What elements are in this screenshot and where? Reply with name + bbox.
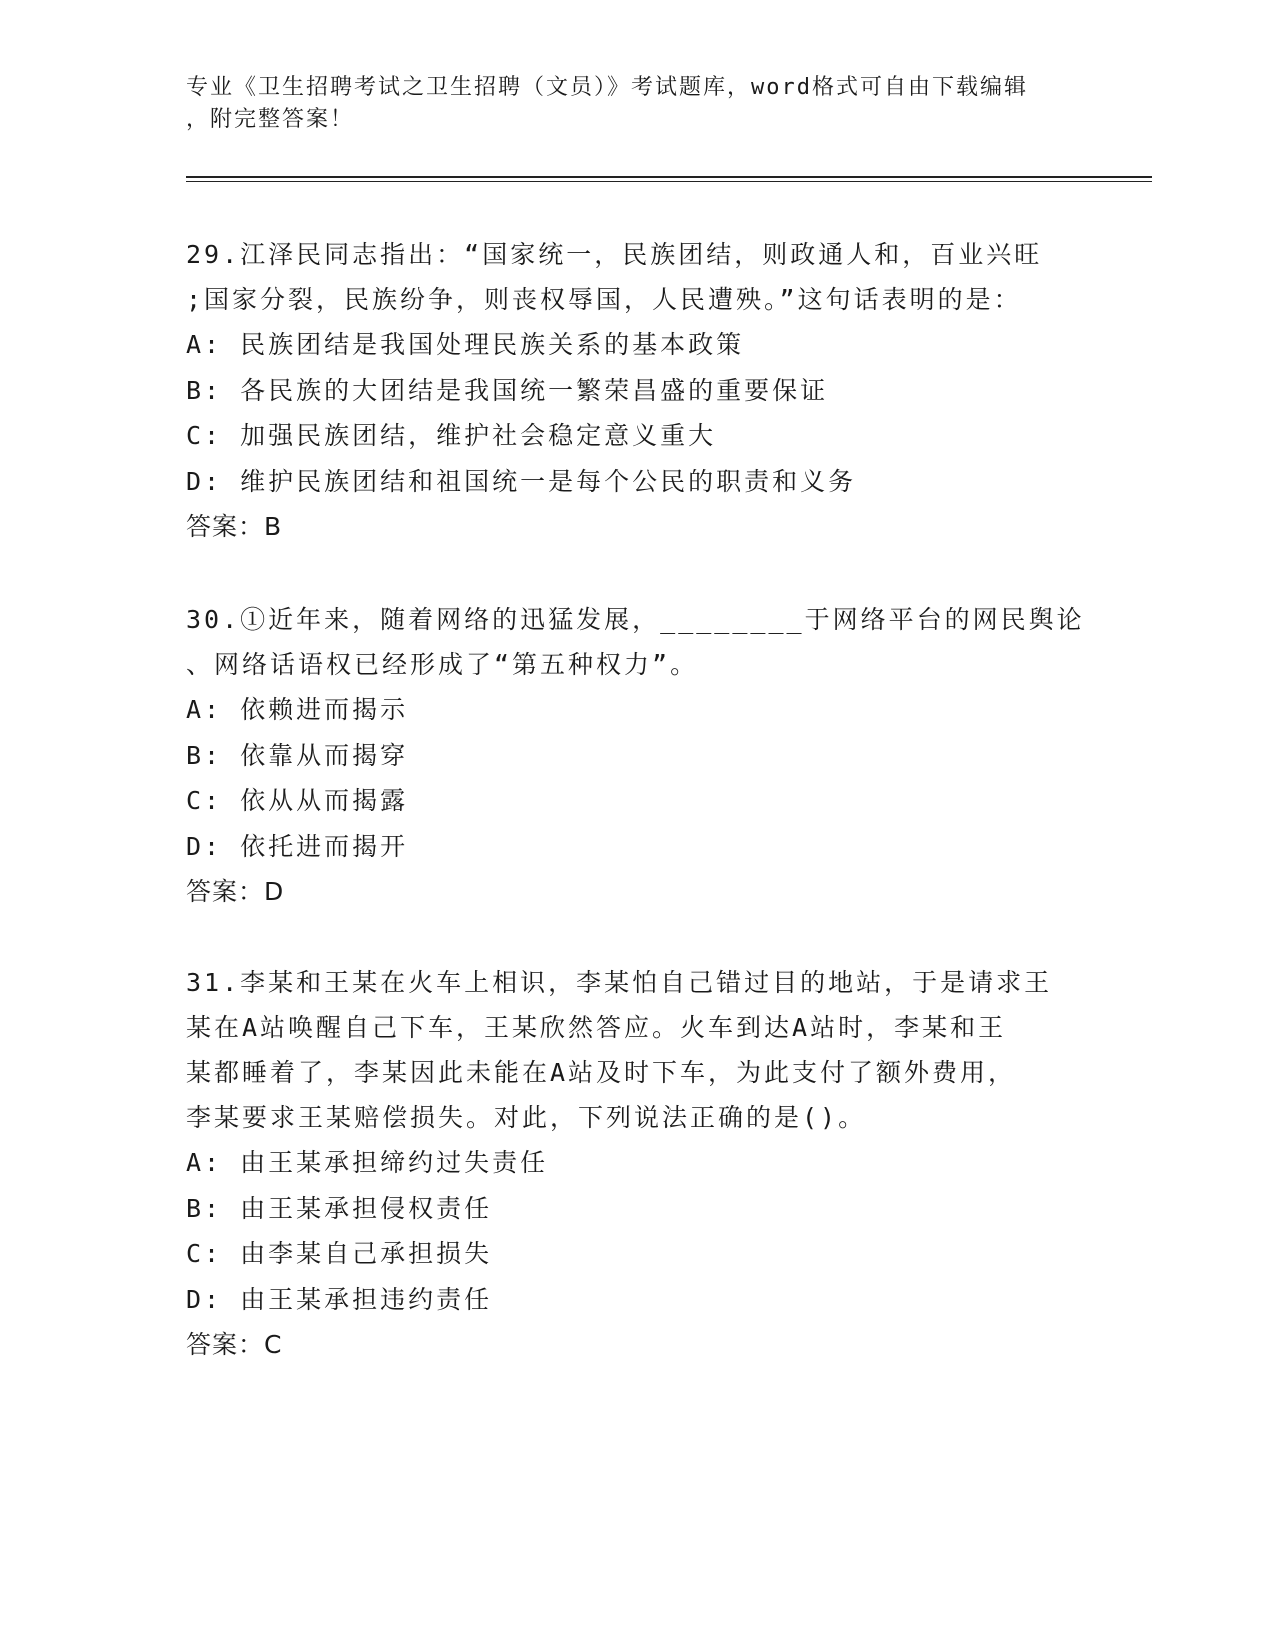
answer: 答案：B <box>186 512 283 541</box>
question-30 <box>186 597 1086 915</box>
stem-line: 31.李某和王某在火车上相识，李某怕自己错过目的地站，于是请求王 <box>186 968 1053 997</box>
stem-line: 30.①近年来，随着网络的迅猛发展，________于网络平台的网民舆论 <box>186 605 1085 634</box>
stem-line: 某在A站唤醒自己下车，王某欣然答应。火车到达A站时，李某和王 <box>186 1013 1007 1042</box>
option-c: C: 由李某自己承担损失 <box>186 1239 493 1268</box>
answer: 答案：D <box>186 877 285 906</box>
header-line-2: ，附完整答案！ <box>186 107 355 132</box>
option-b: B: 依靠从而揭穿 <box>186 740 409 770</box>
header-divider-thick <box>186 176 1152 178</box>
answer: 答案：C <box>186 1330 283 1359</box>
option-a: A: 民族团结是我国处理民族关系的基本政策 <box>186 330 745 359</box>
stem-line: 29.江泽民同志指出：“国家统一，民族团结，则政通人和，百业兴旺 <box>186 240 1043 269</box>
option-b: B: 由王某承担侵权责任 <box>186 1193 493 1223</box>
option-d: D: 维护民族团结和祖国统一是每个公民的职责和义务 <box>186 466 857 496</box>
header-divider-thin <box>186 181 1152 182</box>
question-stem <box>186 597 1086 687</box>
stem-line: 李某要求王某赔偿损失。对此，下列说法正确的是()。 <box>186 1103 867 1132</box>
stem-line: 某都睡着了，李某因此未能在A站及时下车，为此支付了额外费用， <box>186 1058 1017 1087</box>
option-d: D: 依托进而揭开 <box>186 831 409 861</box>
option-a: A: 依赖进而揭示 <box>186 695 409 724</box>
option-c: C: 加强民族团结，维护社会稳定意义重大 <box>186 421 717 450</box>
option-c: C: 依从从而揭露 <box>186 786 409 815</box>
question-31 <box>186 960 1086 1368</box>
option-d: D: 由王某承担违约责任 <box>186 1284 493 1314</box>
question-stem <box>186 232 1086 322</box>
option-a: A: 由王某承担缔约过失责任 <box>186 1148 549 1177</box>
stem-line: ;国家分裂，民族纷争，则丧权辱国，人民遭殃。”这句话表明的是： <box>186 285 1022 314</box>
question-29 <box>186 232 1086 550</box>
page-header <box>186 72 1066 136</box>
stem-line: 、网络话语权已经形成了“第五种权力”。 <box>186 650 699 679</box>
option-b: B: 各民族的大团结是我国统一繁荣昌盛的重要保证 <box>186 375 829 405</box>
header-line-1: 专业《卫生招聘考试之卫生招聘（文员）》考试题库，word格式可自由下载编辑 <box>186 75 1028 100</box>
question-stem <box>186 960 1086 1140</box>
